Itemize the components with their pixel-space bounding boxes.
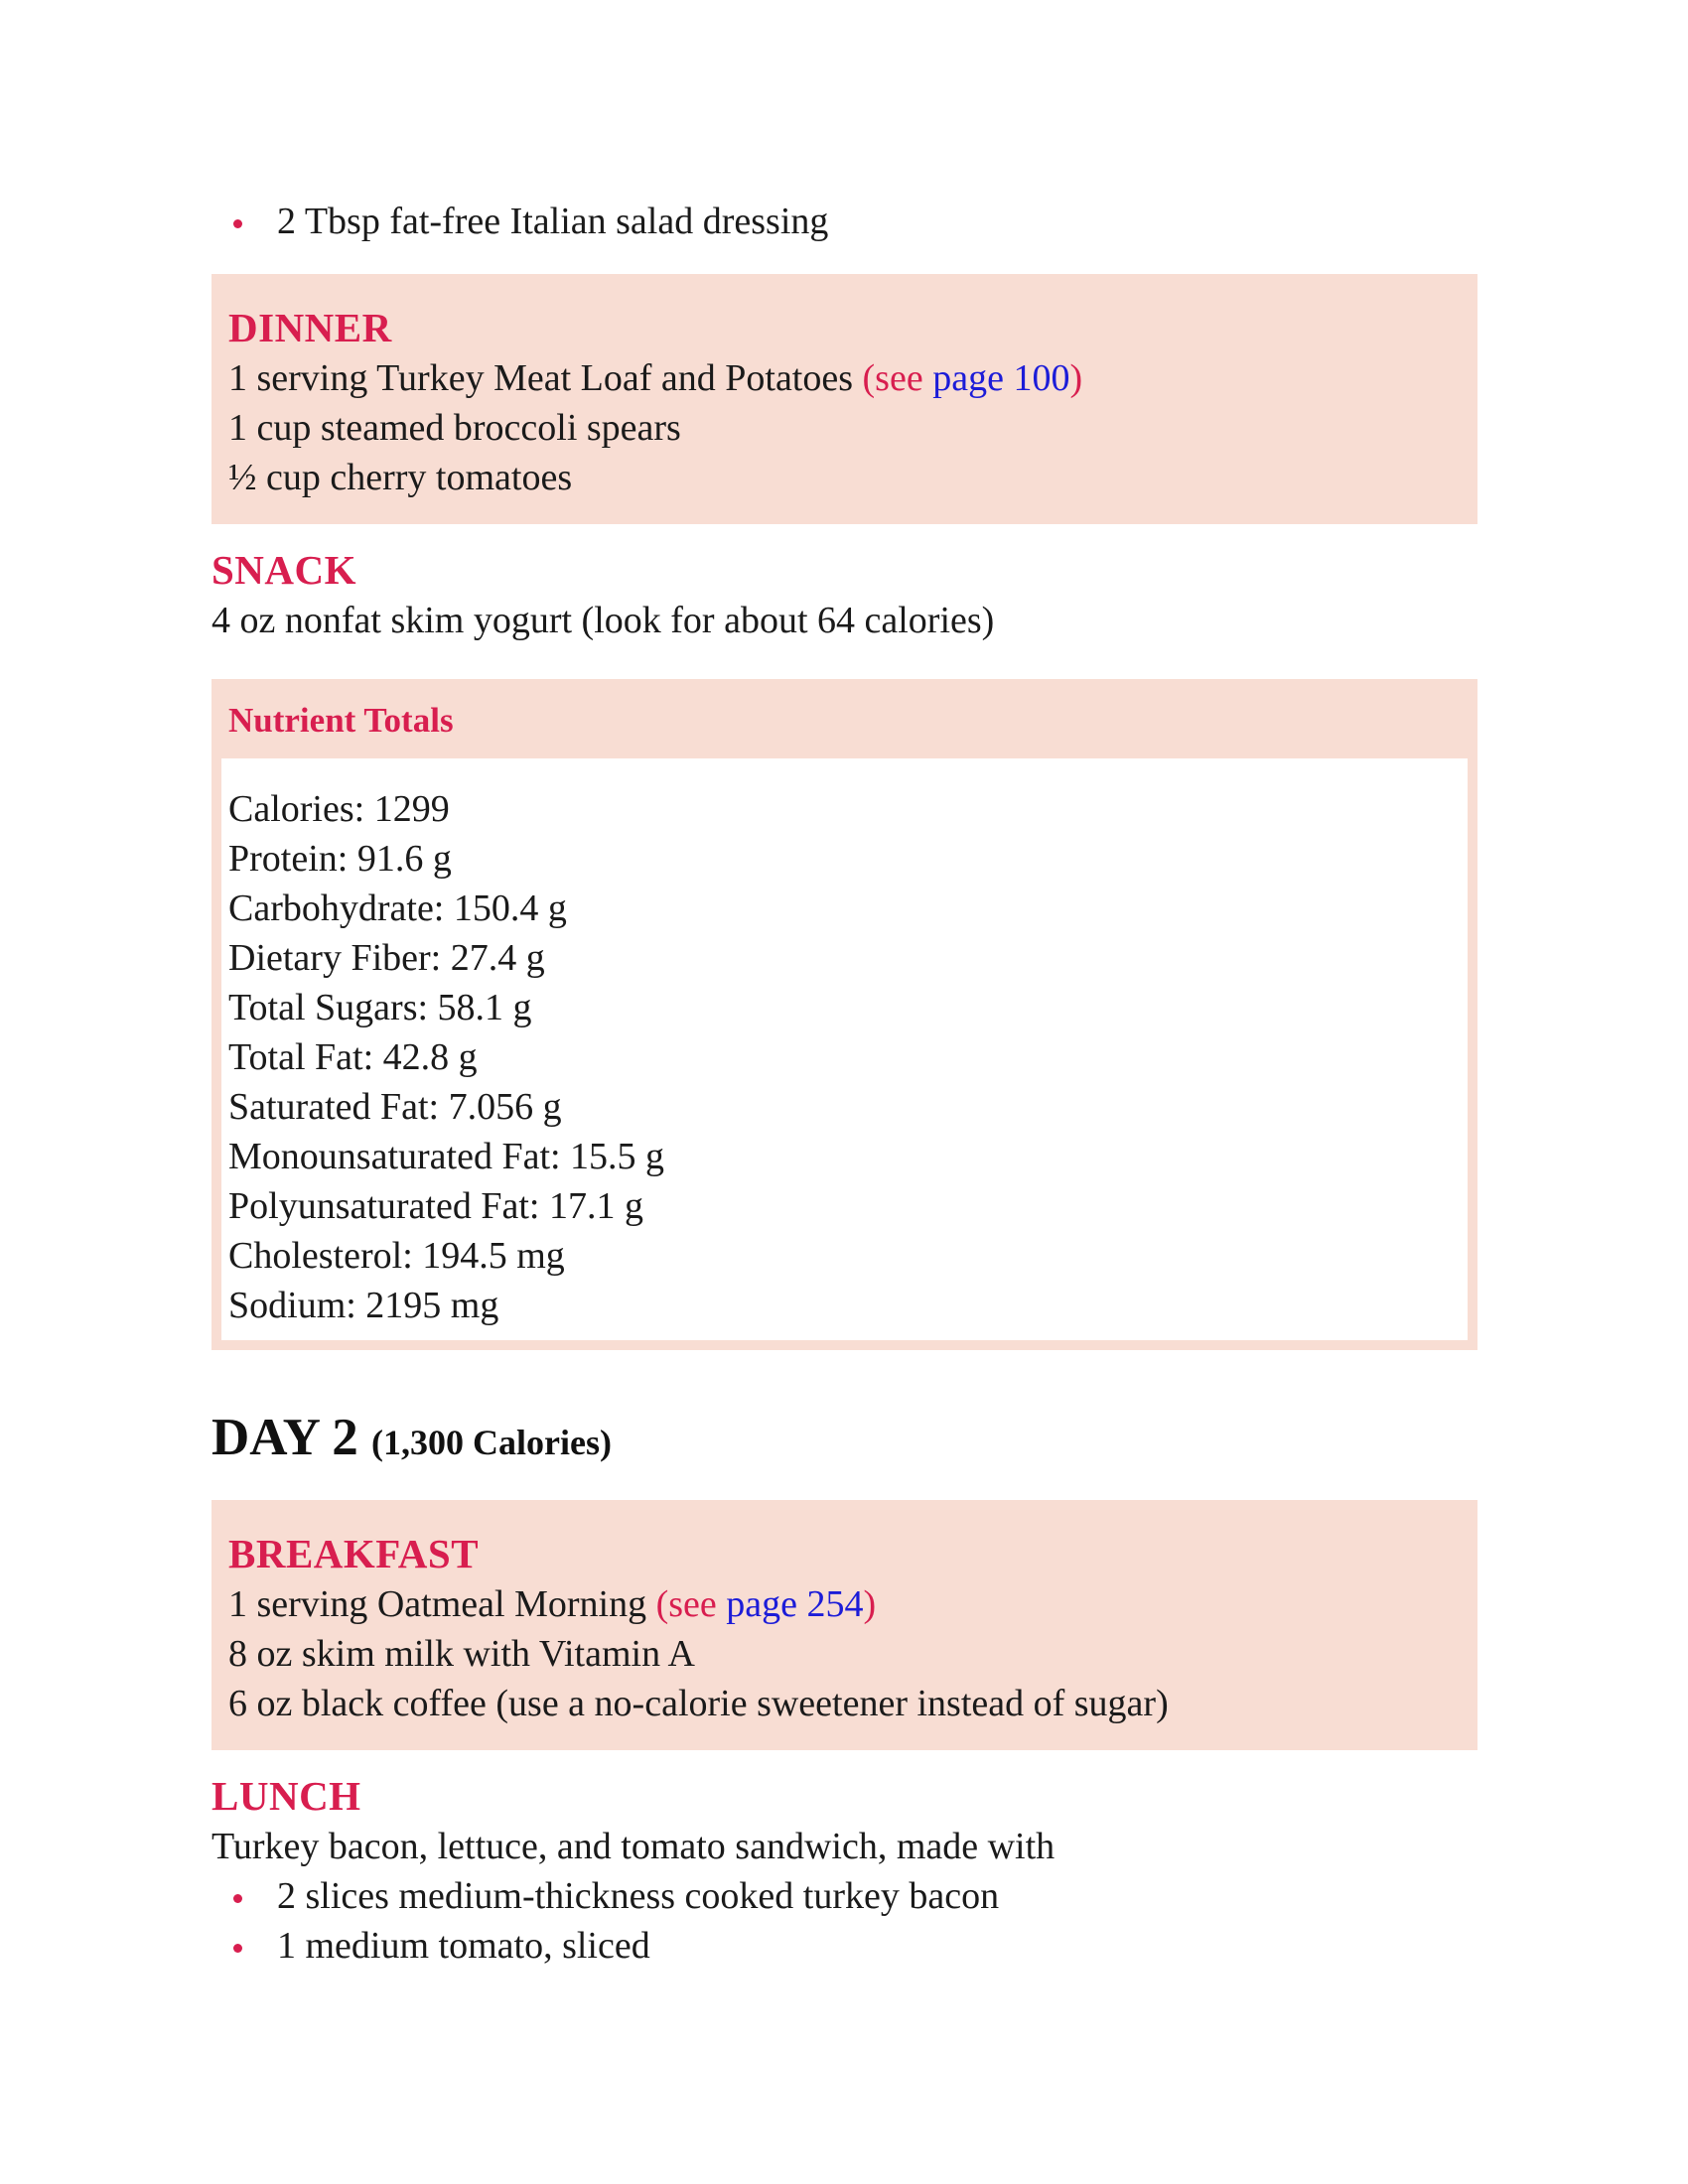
breakfast-line-1-text: 1 serving Oatmeal Morning (228, 1583, 656, 1625)
day-calories: (1,300 Calories) (371, 1423, 612, 1462)
snack-section (211, 544, 1477, 645)
lunch-intro: Turkey bacon, lettuce, and tomato sandwich, made with (211, 1826, 1055, 1867)
breakfast-line-1 (228, 1579, 1461, 1629)
page-link[interactable]: page 254 (726, 1583, 864, 1625)
day-title: DAY 2 (211, 1409, 358, 1466)
list-item (211, 1921, 1477, 1971)
nutrient-sodium: Sodium: 2195 mg (228, 1285, 499, 1326)
list-item-text: 2 Tbsp fat-free Italian salad dressing (277, 201, 829, 242)
day-heading (211, 1408, 1477, 1472)
nutrient-monounsaturated-fat: Monounsaturated Fat: 15.5 g (228, 1136, 665, 1177)
breakfast-line-3: 6 oz black coffee (use a no-calorie sweetener instead of sugar) (228, 1683, 1169, 1724)
breakfast-line-2: 8 oz skim milk with Vitamin A (228, 1633, 695, 1675)
bullet-icon (233, 219, 242, 228)
dinner-line-1-text: 1 serving Turkey Meat Loaf and Potatoes (228, 357, 863, 399)
dinner-line-3: ½ cup cherry tomatoes (228, 457, 573, 498)
lunch-section (211, 1770, 1477, 1971)
dinner-line-2: 1 cup steamed broccoli spears (228, 407, 681, 449)
nutrient-cholesterol: Cholesterol: 194.5 mg (228, 1235, 565, 1277)
nutrient-saturated-fat: Saturated Fat: 7.056 g (228, 1086, 562, 1128)
nutrient-totals-title: Nutrient Totals (228, 701, 454, 740)
breakfast-section (211, 1500, 1477, 1750)
breakfast-heading: BREAKFAST (228, 1531, 480, 1576)
nutrient-calories: Calories: 1299 (228, 788, 450, 830)
page-link[interactable]: page 100 (932, 357, 1070, 399)
see-label: (see (862, 357, 933, 399)
lunch-list (211, 1871, 1477, 1971)
paren-close: ) (1069, 357, 1083, 399)
dinner-line-1 (228, 353, 1461, 403)
list-item (211, 197, 1477, 246)
bullet-icon (233, 1894, 242, 1903)
nutrient-total-sugars: Total Sugars: 58.1 g (228, 987, 532, 1028)
dinner-heading: DINNER (228, 305, 392, 350)
nutrient-totals-box (211, 679, 1477, 1350)
lunch-heading: LUNCH (211, 1773, 361, 1819)
nutrient-dietary-fiber: Dietary Fiber: 27.4 g (228, 937, 545, 979)
snack-heading: SNACK (211, 547, 357, 593)
list-item (211, 1871, 1477, 1921)
nutrient-protein: Protein: 91.6 g (228, 838, 452, 880)
list-item-text: 1 medium tomato, sliced (277, 1925, 650, 1967)
dressing-list (211, 197, 1477, 246)
snack-line-1: 4 oz nonfat skim yogurt (look for about 64 calories) (211, 600, 995, 641)
nutrient-total-fat: Total Fat: 42.8 g (228, 1036, 478, 1078)
see-label: (see (655, 1583, 727, 1625)
nutrient-carbohydrate: Carbohydrate: 150.4 g (228, 887, 567, 929)
list-item-text: 2 slices medium-thickness cooked turkey bacon (277, 1875, 1000, 1917)
paren-close: ) (863, 1583, 877, 1625)
nutrient-totals-list (221, 758, 1468, 1340)
nutrient-polyunsaturated-fat: Polyunsaturated Fat: 17.1 g (228, 1185, 643, 1227)
dinner-section (211, 274, 1477, 524)
bullet-icon (233, 1944, 242, 1953)
